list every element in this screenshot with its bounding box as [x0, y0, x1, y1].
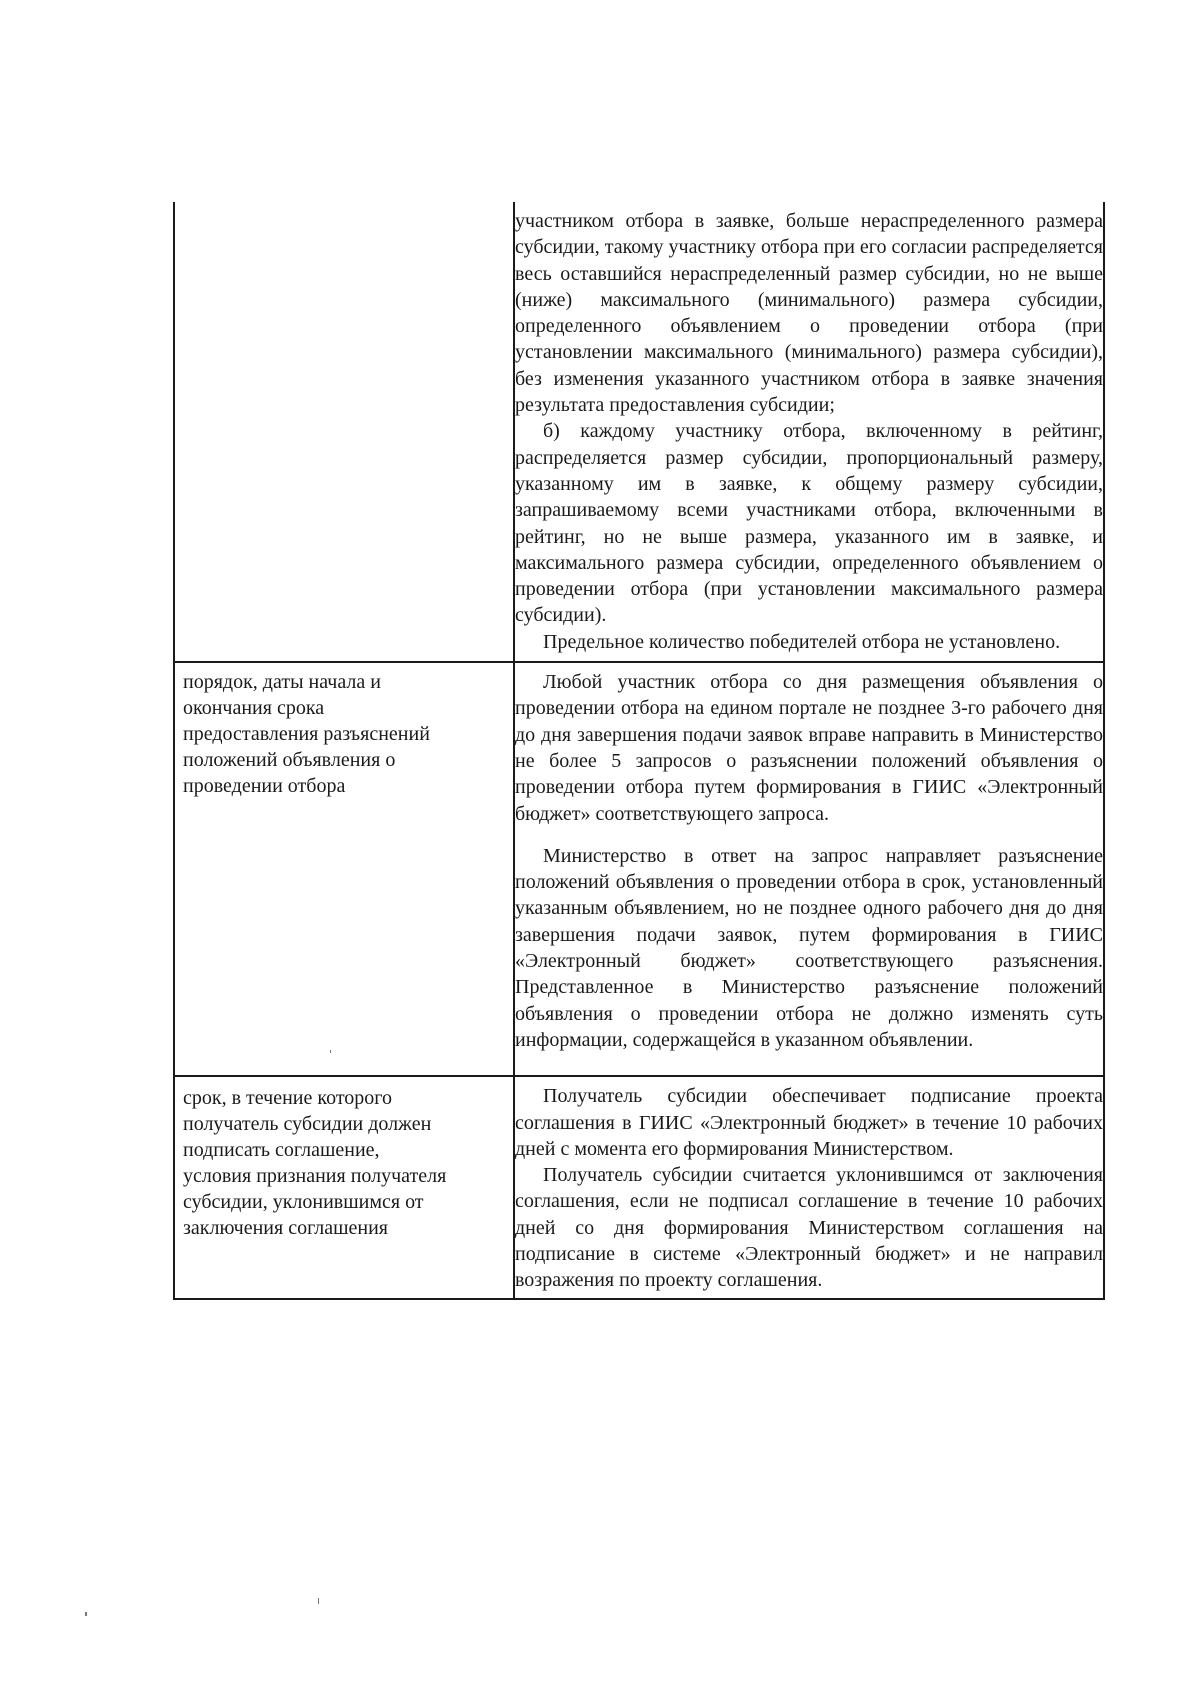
paragraph: Любой участник отбора со дня размещения объявления о проведении отбора на едином портале не позднее 3-го рабочего дня до дня завершения подачи заявок вправе направить в Министерство не более 5 запросов о разъяснении положений объявления о проведении отбора путем формирования в ГИИС «Электронный бюджет» соответствующего запроса.: [515, 671, 1103, 825]
row-label-line: заключения соглашения: [183, 1217, 388, 1240]
row-label-line: окончания срока: [183, 697, 325, 720]
paragraph: участником отбора в заявке, больше нераспределенного размера субсидии, такому участнику отбора при его согласии распределяется весь оставшийся нераспределенный размер субсидии, но не выше (ниже) максимального (минимального) размера субсидии, определенного объявлением о проведении отбора (при установлении максимального (минимального) размера субсидии), без изменения указанного участником отбора в заявке значения результата предоставления субсидии;: [515, 210, 1103, 417]
row-label-cell: [174, 1076, 514, 1298]
row-label-line: подписать соглашение,: [183, 1139, 380, 1162]
row-label: [175, 202, 513, 208]
row-label-cell: [174, 662, 514, 1076]
scan-speck: [318, 1598, 319, 1604]
row-label-line: проведении отбора: [183, 775, 346, 798]
document-table: [173, 202, 1105, 1300]
table-row: [174, 1076, 1104, 1298]
paragraph: б) каждому участнику отбора, включенному в рейтинг, распределяется размер субсидии, пропорциональный размеру, указанному им в заявке, к общему размеру субсидии, запрашиваемому всеми участниками отбора, включенными в рейтинг, но не выше размера, указанного им в заявке, и максимального размера субсидии, определенного объявлением о проведении отбора (при установлении максимального размера субсидии).: [515, 420, 1103, 627]
table-row: [174, 202, 1104, 662]
row-content-cell: [514, 662, 1104, 1076]
row-label: [175, 1077, 513, 1241]
row-label-line: получатель субсидии должен: [183, 1113, 432, 1136]
row-label-line: предоставления разъяснений: [183, 723, 430, 746]
row-label-line: субсидии, уклонившимся от: [183, 1191, 424, 1214]
paragraph: Получатель субсидии считается уклонившимся от заключения соглашения, если не подписал соглашение в течение 10 рабочих дней со дня формирования Министерством соглашения на подписание в системе «Электронный бюджет» и не направил возражения по проекту соглашения.: [515, 1164, 1103, 1292]
row-content-cell: [514, 1076, 1104, 1298]
scan-speck: [85, 1612, 87, 1616]
paragraph: Получатель субсидии обеспечивает подписание проекта соглашения в ГИИС «Электронный бюджет» в течение 10 рабочих дней с момента его формирования Министерством.: [515, 1085, 1103, 1160]
paragraph: Предельное количество победителей отбора не установлено.: [543, 630, 1061, 653]
row-label: [175, 663, 513, 799]
row-label-cell: [174, 202, 514, 662]
row-label-line: положений объявления о: [183, 749, 396, 772]
scan-speck: [330, 1050, 331, 1053]
row-label-line: срок, в течение которого: [183, 1087, 392, 1110]
row-content-cell: [514, 202, 1104, 662]
table-row: [174, 662, 1104, 1076]
paragraph: Министерство в ответ на запрос направляет разъяснение положений объявления о проведении отбора в срок, установленный указанным объявлением, но не позднее одного рабочего дня до дня завершения подачи заявок, путем формирования в ГИИС «Электронный бюджет» соответствующего разъяснения. Представленное в Министерство разъяснение положений объявления о проведении отбора не должно изменять суть информации, содержащейся в указанном объявлении.: [515, 844, 1103, 1051]
row-label-line: порядок, даты начала и: [183, 671, 381, 694]
row-label-line: условия признания получателя: [183, 1165, 447, 1188]
